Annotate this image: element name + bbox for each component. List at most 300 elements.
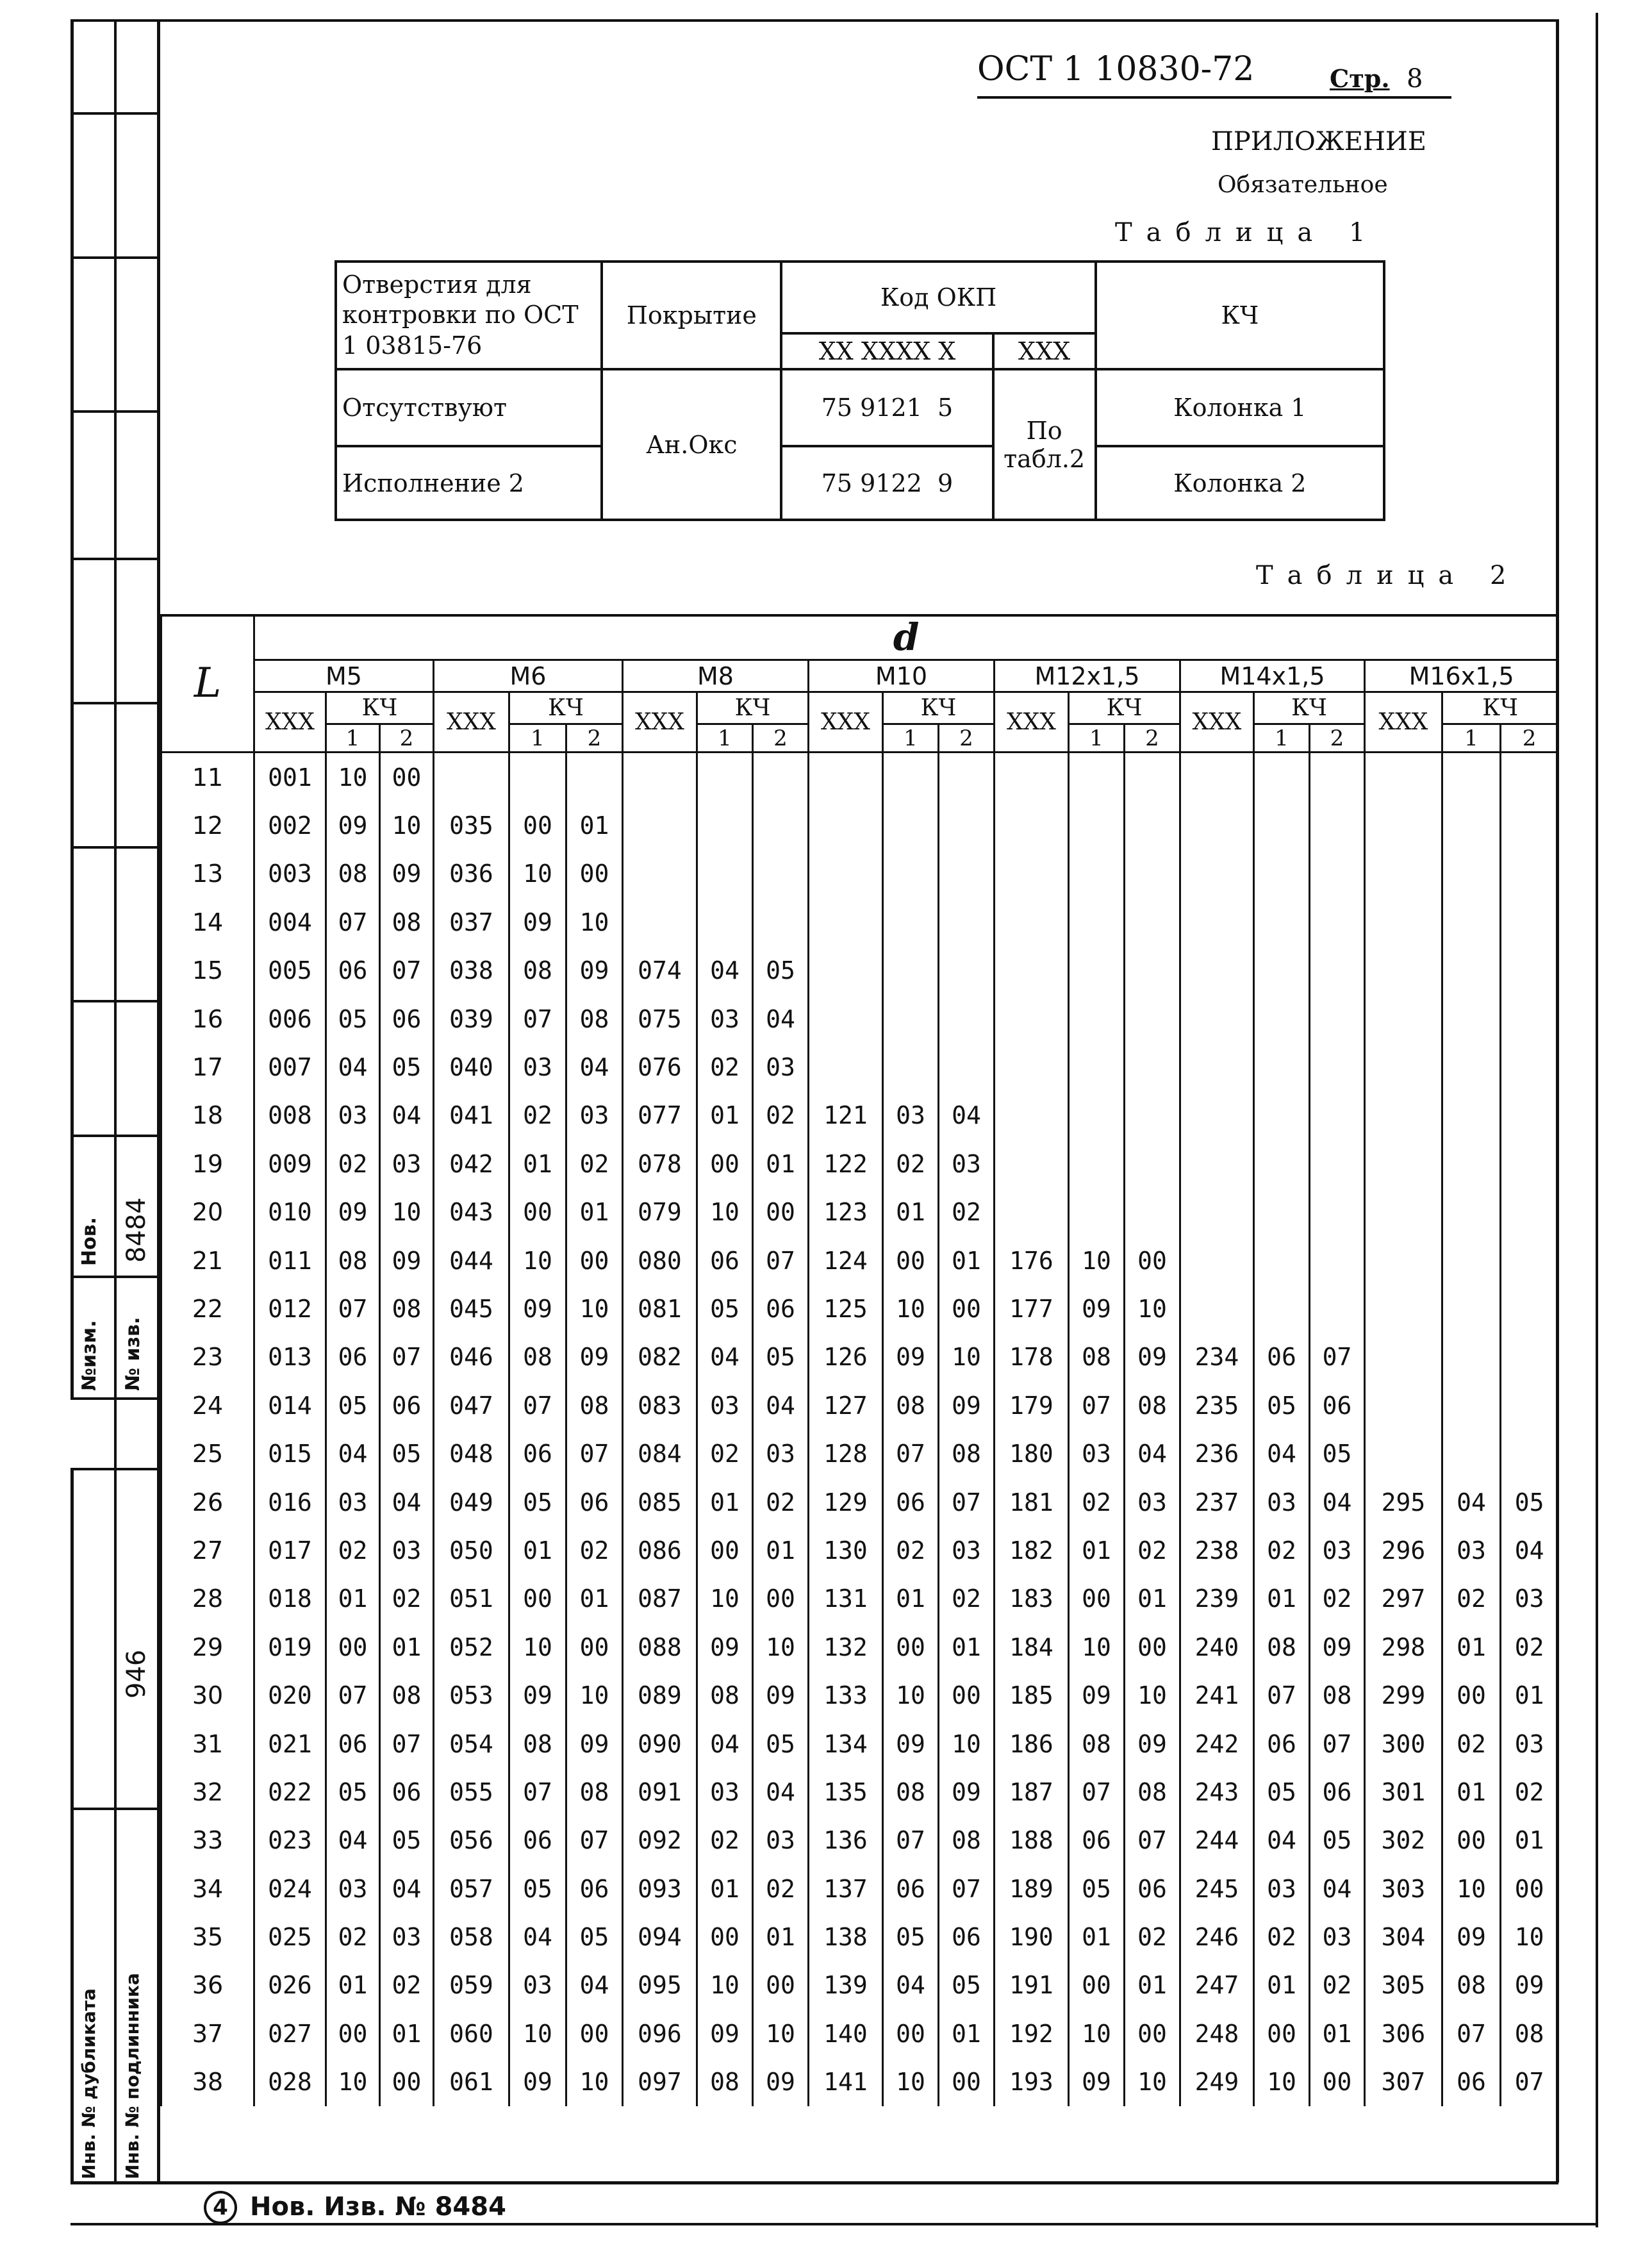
table-row — [161, 1720, 1558, 1768]
table2-kch-header: КЧ — [509, 692, 623, 724]
table-cell: 10 — [1069, 1236, 1125, 1285]
table-cell — [1442, 1092, 1501, 1140]
table-cell — [1365, 850, 1442, 898]
table-cell — [1254, 1285, 1310, 1333]
table-cell: 08 — [883, 1381, 939, 1429]
table-cell: 10 — [1069, 2009, 1125, 2058]
table-cell: 08 — [1310, 1671, 1365, 1719]
table-cell: 014 — [254, 1381, 326, 1429]
table-cell: 01 — [326, 1961, 380, 2009]
table-cell: 06 — [883, 1478, 939, 1526]
table-cell: 126 — [809, 1333, 883, 1381]
page-number: 8 — [1407, 64, 1423, 94]
table-cell: 080 — [623, 1236, 697, 1285]
table-row — [161, 1913, 1558, 1961]
table-cell — [1365, 1381, 1442, 1429]
table-cell: 306 — [1365, 2009, 1442, 2058]
table-cell: 07 — [509, 1768, 566, 1816]
table-cell: 184 — [995, 1623, 1069, 1671]
table-cell: 04 — [1254, 1429, 1310, 1477]
table-cell: 093 — [623, 1865, 697, 1913]
table-cell — [1501, 1285, 1558, 1333]
table-cell: 057 — [434, 1865, 509, 1913]
table-cell: 10 — [883, 2058, 939, 2106]
table-cell: 125 — [809, 1285, 883, 1333]
table-cell — [1501, 801, 1558, 849]
table-cell: 130 — [809, 1526, 883, 1574]
table-cell: 10 — [883, 1671, 939, 1719]
table-cell — [995, 1043, 1069, 1091]
table-cell: 08 — [566, 995, 623, 1043]
table-cell: 09 — [883, 1720, 939, 1768]
table-cell: 05 — [939, 1961, 995, 2009]
table-cell: 10 — [883, 1285, 939, 1333]
table2-length-value: 29 — [161, 1623, 254, 1671]
table-cell: 123 — [809, 1188, 883, 1236]
table-cell: 09 — [566, 947, 623, 995]
table-cell: 00 — [883, 2009, 939, 2058]
table-cell — [1442, 1429, 1501, 1477]
table-cell: 00 — [753, 1188, 809, 1236]
table-cell: 035 — [434, 801, 509, 849]
table-cell: 056 — [434, 1817, 509, 1865]
table-cell: 00 — [380, 2058, 434, 2106]
table-cell: 07 — [883, 1429, 939, 1477]
appendix-type: Обязательное — [1218, 172, 1388, 198]
table-cell: 089 — [623, 1671, 697, 1719]
table-row — [161, 1623, 1558, 1671]
table-cell — [1501, 947, 1558, 995]
table-cell: 08 — [1125, 1768, 1180, 1816]
table-cell: 08 — [1442, 1961, 1501, 2009]
table-cell: 245 — [1180, 1865, 1254, 1913]
table-cell: 091 — [623, 1768, 697, 1816]
table-cell: 048 — [434, 1429, 509, 1477]
table-cell: 06 — [1125, 1865, 1180, 1913]
table-cell: 01 — [753, 1140, 809, 1188]
table-cell: 04 — [697, 1720, 753, 1768]
frame-right-outer-line — [1596, 13, 1598, 2227]
table-cell — [1365, 995, 1442, 1043]
table-cell — [1442, 1140, 1501, 1188]
table2-xxx-header: XXX — [623, 692, 697, 753]
table2-kch-col2-header: 2 — [1310, 724, 1365, 753]
table-cell — [1365, 1285, 1442, 1333]
table-cell — [1310, 1092, 1365, 1140]
table-cell — [1501, 753, 1558, 802]
table-cell: 135 — [809, 1768, 883, 1816]
table-cell: 02 — [326, 1526, 380, 1574]
table-cell: 09 — [566, 1720, 623, 1768]
table-cell: 127 — [809, 1381, 883, 1429]
table-cell: 09 — [509, 898, 566, 946]
table-cell: 025 — [254, 1913, 326, 1961]
table-cell — [809, 850, 883, 898]
table-cell — [1254, 1140, 1310, 1188]
table-cell — [1254, 947, 1310, 995]
table-cell: 042 — [434, 1140, 509, 1188]
table1-header-kch: КЧ — [1096, 262, 1384, 369]
table-cell: 08 — [1069, 1720, 1125, 1768]
table-cell: 00 — [509, 801, 566, 849]
table-cell: 06 — [326, 1333, 380, 1381]
table2-kch-col1-header: 1 — [1069, 724, 1125, 753]
table-cell: 00 — [566, 850, 623, 898]
table-cell — [883, 947, 939, 995]
table-cell: 060 — [434, 2009, 509, 2058]
table2-length-value: 23 — [161, 1333, 254, 1381]
table-cell — [623, 850, 697, 898]
table-cell: 02 — [509, 1092, 566, 1140]
table2-kch-col1-header: 1 — [697, 724, 753, 753]
table-cell: 036 — [434, 850, 509, 898]
table-cell — [1310, 1140, 1365, 1188]
table-cell — [1180, 753, 1254, 802]
table-cell: 02 — [939, 1575, 995, 1623]
table-cell: 05 — [326, 1768, 380, 1816]
table-cell: 04 — [1310, 1865, 1365, 1913]
table-cell: 07 — [1310, 1333, 1365, 1381]
sidebar-tick — [70, 1135, 115, 1137]
table-cell: 06 — [753, 1285, 809, 1333]
table2-size-header: M14x1,5 — [1180, 660, 1365, 692]
table-cell: 08 — [509, 1333, 566, 1381]
table-cell — [1254, 1092, 1310, 1140]
table2-length-value: 32 — [161, 1768, 254, 1816]
table2-kch-header: КЧ — [326, 692, 434, 724]
table-cell: 04 — [753, 995, 809, 1043]
table-cell — [1125, 1140, 1180, 1188]
footer-circle-number: 4 — [213, 2195, 228, 2220]
table-cell — [1125, 850, 1180, 898]
table-cell: 03 — [380, 1140, 434, 1188]
table-cell: 01 — [939, 1623, 995, 1671]
sidebar-duplicate-number: 946 — [122, 1649, 151, 1699]
table-cell: 075 — [623, 995, 697, 1043]
table-cell: 02 — [697, 1429, 753, 1477]
header-underline — [977, 96, 1451, 99]
table-cell — [809, 898, 883, 946]
table-cell: 058 — [434, 1913, 509, 1961]
table-cell: 00 — [939, 2058, 995, 2106]
table-cell: 08 — [326, 1236, 380, 1285]
table-cell: 02 — [1125, 1913, 1180, 1961]
table-row — [161, 1671, 1558, 1719]
table-cell: 124 — [809, 1236, 883, 1285]
table-cell: 02 — [380, 1575, 434, 1623]
table-cell — [883, 995, 939, 1043]
table-cell: 240 — [1180, 1623, 1254, 1671]
table-cell: 052 — [434, 1623, 509, 1671]
table2-length-value: 24 — [161, 1381, 254, 1429]
sidebar-tick — [70, 1808, 160, 1810]
table-cell: 04 — [1125, 1429, 1180, 1477]
table-cell: 186 — [995, 1720, 1069, 1768]
table-cell: 028 — [254, 2058, 326, 2106]
table-cell — [697, 898, 753, 946]
table2-length-value: 30 — [161, 1671, 254, 1719]
table-cell: 023 — [254, 1817, 326, 1865]
table-cell: 050 — [434, 1526, 509, 1574]
table2-length-value: 14 — [161, 898, 254, 946]
table-cell: 02 — [697, 1817, 753, 1865]
table-cell: 129 — [809, 1478, 883, 1526]
table-cell: 10 — [697, 1961, 753, 2009]
table-cell: 01 — [697, 1092, 753, 1140]
table-cell: 07 — [1069, 1381, 1125, 1429]
table-cell: 234 — [1180, 1333, 1254, 1381]
table-cell: 04 — [326, 1043, 380, 1091]
sidebar-left-line-lower — [70, 1468, 74, 2183]
table-cell: 08 — [566, 1381, 623, 1429]
table-row — [161, 1429, 1558, 1477]
table-cell — [1125, 801, 1180, 849]
table-cell: 077 — [623, 1092, 697, 1140]
table-cell — [809, 801, 883, 849]
table1-row2-code: 75 9122 9 — [781, 446, 993, 520]
table-cell — [1069, 1092, 1125, 1140]
table-cell: 037 — [434, 898, 509, 946]
table2-xxx-header: XXX — [809, 692, 883, 753]
table-cell: 10 — [566, 1671, 623, 1719]
table-cell: 136 — [809, 1817, 883, 1865]
table-cell: 007 — [254, 1043, 326, 1091]
table2-length-value: 31 — [161, 1720, 254, 1768]
table-cell: 09 — [939, 1768, 995, 1816]
table-cell: 024 — [254, 1865, 326, 1913]
table-cell — [1310, 753, 1365, 802]
table-cell: 10 — [1125, 1285, 1180, 1333]
table-cell: 043 — [434, 1188, 509, 1236]
table-cell — [1125, 753, 1180, 802]
table-cell: 06 — [380, 995, 434, 1043]
table-cell — [1180, 1092, 1254, 1140]
table-cell — [883, 753, 939, 802]
table-cell: 092 — [623, 1817, 697, 1865]
table-cell — [995, 947, 1069, 995]
table-cell: 01 — [1254, 1961, 1310, 2009]
table-cell: 03 — [326, 1092, 380, 1140]
table-cell — [1180, 1236, 1254, 1285]
table-cell — [995, 1188, 1069, 1236]
table-row — [161, 1140, 1558, 1188]
table-cell: 06 — [1254, 1720, 1310, 1768]
table2-length-value: 26 — [161, 1478, 254, 1526]
table-cell: 07 — [1442, 2009, 1501, 2058]
table-cell: 02 — [326, 1140, 380, 1188]
table-cell: 06 — [1310, 1768, 1365, 1816]
table-cell: 177 — [995, 1285, 1069, 1333]
table-cell: 235 — [1180, 1381, 1254, 1429]
table1-xxx-value: По табл.2 — [993, 369, 1096, 520]
table-cell — [1365, 1236, 1442, 1285]
table1-okp-mask: XX XXXX X — [781, 333, 993, 369]
table-cell: 181 — [995, 1478, 1069, 1526]
table-cell: 086 — [623, 1526, 697, 1574]
table-cell: 02 — [883, 1140, 939, 1188]
table-cell: 06 — [326, 947, 380, 995]
table-cell — [939, 947, 995, 995]
table-cell: 04 — [939, 1092, 995, 1140]
table-cell: 01 — [753, 1913, 809, 1961]
table-row — [161, 1961, 1558, 2009]
table2-kch-col2-header: 2 — [566, 724, 623, 753]
table-cell: 08 — [380, 898, 434, 946]
table-cell: 10 — [939, 1720, 995, 1768]
sidebar-tick — [70, 1397, 160, 1400]
table-cell: 016 — [254, 1478, 326, 1526]
table-cell: 09 — [753, 1671, 809, 1719]
table-cell — [883, 898, 939, 946]
table-cell: 02 — [753, 1478, 809, 1526]
table-cell — [939, 1043, 995, 1091]
table-cell: 015 — [254, 1429, 326, 1477]
table-row — [161, 850, 1558, 898]
table-cell — [434, 753, 509, 802]
table-cell: 00 — [509, 1188, 566, 1236]
table-cell — [1365, 1188, 1442, 1236]
table-cell: 00 — [326, 1623, 380, 1671]
table-cell — [1125, 1188, 1180, 1236]
table-cell: 01 — [883, 1575, 939, 1623]
table-cell: 07 — [566, 1429, 623, 1477]
table-cell: 096 — [623, 2009, 697, 2058]
table-cell: 10 — [566, 2058, 623, 2106]
table-cell: 01 — [1069, 1526, 1125, 1574]
table-cell — [1442, 995, 1501, 1043]
table-cell — [1501, 1092, 1558, 1140]
table-cell: 07 — [1254, 1671, 1310, 1719]
table-cell: 141 — [809, 2058, 883, 2106]
table-cell: 00 — [1125, 1236, 1180, 1285]
table-cell: 081 — [623, 1285, 697, 1333]
table-cell: 05 — [566, 1913, 623, 1961]
table-cell: 05 — [1254, 1381, 1310, 1429]
table-cell: 10 — [1125, 1671, 1180, 1719]
table-cell: 02 — [1442, 1575, 1501, 1623]
table-cell: 009 — [254, 1140, 326, 1188]
table1-header-holes: Отверстия для контровки по ОСТ 1 03815-76 — [336, 262, 602, 369]
table-cell: 09 — [509, 1285, 566, 1333]
table-row — [161, 1478, 1558, 1526]
table-cell: 049 — [434, 1478, 509, 1526]
table-cell — [1125, 898, 1180, 946]
table-cell: 00 — [939, 1285, 995, 1333]
table-cell — [1180, 995, 1254, 1043]
table-cell: 238 — [1180, 1526, 1254, 1574]
table-cell: 022 — [254, 1768, 326, 1816]
table-cell — [1310, 1043, 1365, 1091]
table-cell: 08 — [566, 1768, 623, 1816]
table-cell: 01 — [939, 2009, 995, 2058]
table-cell: 02 — [753, 1865, 809, 1913]
table-cell: 10 — [753, 2009, 809, 2058]
table-cell: 03 — [509, 1961, 566, 2009]
table2-length-value: 36 — [161, 1961, 254, 2009]
table2-kch-col2-header: 2 — [753, 724, 809, 753]
table-cell: 01 — [1125, 1575, 1180, 1623]
table-cell: 02 — [326, 1913, 380, 1961]
table-cell — [1180, 850, 1254, 898]
table-cell: 06 — [1310, 1381, 1365, 1429]
table-cell: 00 — [326, 2009, 380, 2058]
table-cell: 06 — [1442, 2058, 1501, 2106]
table-cell — [697, 753, 753, 802]
table-cell — [1125, 947, 1180, 995]
table-cell: 00 — [1310, 2058, 1365, 2106]
table-cell — [883, 801, 939, 849]
table-cell: 07 — [380, 947, 434, 995]
table-cell: 09 — [380, 850, 434, 898]
table-cell — [1069, 753, 1125, 802]
table-cell: 041 — [434, 1092, 509, 1140]
table2-length-value: 12 — [161, 801, 254, 849]
table-cell: 10 — [326, 753, 380, 802]
table-cell: 295 — [1365, 1478, 1442, 1526]
sidebar-tick — [70, 1276, 160, 1278]
footer-change-note: Нов. Изв. № 8484 — [250, 2192, 506, 2222]
table-cell: 08 — [380, 1285, 434, 1333]
table-cell — [939, 850, 995, 898]
table-cell — [995, 753, 1069, 802]
table-cell — [995, 850, 1069, 898]
table-cell: 10 — [326, 2058, 380, 2106]
table-cell: 05 — [697, 1285, 753, 1333]
table-cell: 02 — [1310, 1961, 1365, 2009]
table2-length-value: 28 — [161, 1575, 254, 1623]
table-cell: 05 — [509, 1478, 566, 1526]
table2-length-value: 11 — [161, 753, 254, 802]
table-cell: 03 — [509, 1043, 566, 1091]
table-cell: 07 — [509, 995, 566, 1043]
table-cell: 01 — [1254, 1575, 1310, 1623]
table-cell — [1501, 1236, 1558, 1285]
table-cell: 236 — [1180, 1429, 1254, 1477]
table-cell: 188 — [995, 1817, 1069, 1865]
table-cell: 020 — [254, 1671, 326, 1719]
table2-kch-header: КЧ — [883, 692, 995, 724]
table-cell: 04 — [1501, 1526, 1558, 1574]
table2-size-header: M10 — [809, 660, 995, 692]
table-cell — [1069, 898, 1125, 946]
table-cell: 06 — [380, 1381, 434, 1429]
table-cell: 003 — [254, 850, 326, 898]
table-cell — [809, 995, 883, 1043]
table-cell: 02 — [883, 1526, 939, 1574]
table-cell: 03 — [1125, 1478, 1180, 1526]
table-cell: 03 — [1442, 1526, 1501, 1574]
table-cell: 017 — [254, 1526, 326, 1574]
table-cell: 237 — [1180, 1478, 1254, 1526]
table-cell: 00 — [380, 753, 434, 802]
table-cell: 03 — [1310, 1913, 1365, 1961]
table-cell: 05 — [753, 947, 809, 995]
table-cell — [1254, 1188, 1310, 1236]
table-cell — [1442, 947, 1501, 995]
table1-row1-holes: Отсутствуют — [336, 369, 602, 446]
table-cell: 059 — [434, 1961, 509, 2009]
table2-kch-col2-header: 2 — [939, 724, 995, 753]
table2-length-value: 18 — [161, 1092, 254, 1140]
table1-coating-value: Ан.Окс — [602, 369, 781, 520]
table-cell — [1442, 1188, 1501, 1236]
table-cell: 179 — [995, 1381, 1069, 1429]
table2-length-value: 19 — [161, 1140, 254, 1188]
table-cell: 06 — [566, 1865, 623, 1913]
table2-kch-col1-header: 1 — [883, 724, 939, 753]
table2-length-value: 13 — [161, 850, 254, 898]
table-cell: 082 — [623, 1333, 697, 1381]
